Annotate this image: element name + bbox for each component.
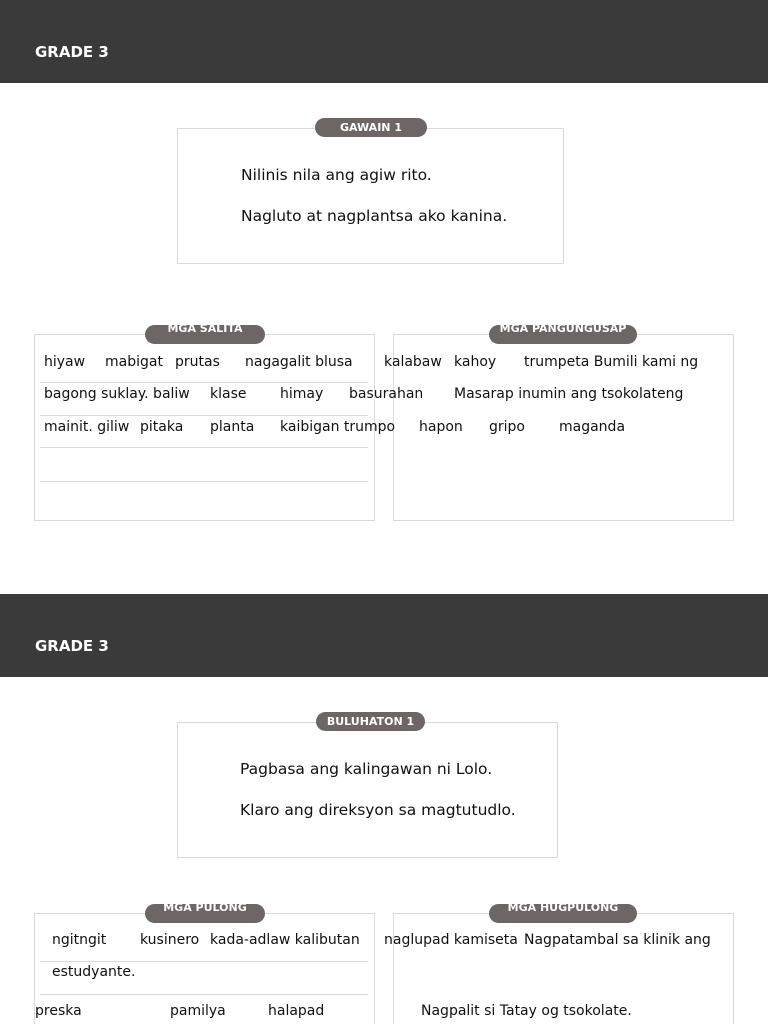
- word: kaibigan trumpo: [280, 419, 396, 435]
- word: naglupad kamiseta: [384, 932, 518, 948]
- activity-sentence-1: Pagbasa ang kalingawan ni Lolo.: [240, 760, 493, 778]
- word: kahoy: [454, 354, 497, 370]
- word: kalabaw: [384, 354, 442, 370]
- word: nagagalit blusa: [245, 354, 353, 370]
- activity-card: [177, 128, 564, 264]
- sentences-panel-label: MGA PANGUNGUSAP: [489, 325, 637, 344]
- word: pitaka: [140, 419, 184, 435]
- word: halapad: [268, 1003, 325, 1019]
- words-panel-label: MGA SALITA: [145, 325, 265, 344]
- word: prutas: [175, 354, 220, 370]
- row-divider: [40, 961, 368, 962]
- word: himay: [280, 386, 324, 402]
- header-bar-2: [0, 594, 768, 677]
- row-divider: [40, 415, 368, 416]
- activity-label: BULUHATON 1: [316, 712, 425, 731]
- activity-sentence-2: Nagluto at nagplantsa ako kanina.: [241, 207, 508, 225]
- row-divider: [40, 382, 368, 383]
- activity-label: GAWAIN 1: [315, 118, 427, 137]
- word: maganda: [559, 419, 626, 435]
- word: hapon: [419, 419, 463, 435]
- word: pamilya: [170, 1003, 226, 1019]
- activity-card: [177, 722, 558, 858]
- activity-sentence-1: Nilinis nila ang agiw rito.: [241, 166, 432, 184]
- word: estudyante.: [52, 964, 136, 980]
- phrases-panel-label: MGA HUGPULONG: [489, 904, 637, 923]
- row-divider: [40, 994, 368, 995]
- word: mabigat: [105, 354, 163, 370]
- word: kada-adlaw kalibutan: [210, 932, 360, 948]
- row-divider: [40, 447, 368, 448]
- word: basurahan: [349, 386, 424, 402]
- row-divider: [40, 481, 368, 482]
- word: hiyaw: [44, 354, 86, 370]
- word: trumpeta Bumili kami ng: [524, 354, 699, 370]
- word: planta: [210, 419, 255, 435]
- header-bar-1: [0, 0, 768, 83]
- word: Nagpatambal sa klinik ang: [524, 932, 711, 948]
- word: mainit. giliw: [44, 419, 130, 435]
- word: Nagpalit si Tatay og tsokolate.: [421, 1003, 632, 1019]
- word: ngitngit: [52, 932, 107, 948]
- words-panel-label: MGA PULONG: [145, 904, 265, 923]
- word: Masarap inumin ang tsokolateng: [454, 386, 684, 402]
- word: klase: [210, 386, 247, 402]
- word: gripo: [489, 419, 525, 435]
- activity-sentence-2: Klaro ang direksyon sa magtutudlo.: [240, 801, 516, 819]
- header-title: GRADE 3: [35, 43, 109, 61]
- word: bagong suklay. baliw: [44, 386, 190, 402]
- word: preska: [35, 1003, 82, 1019]
- header-title: GRADE 3: [35, 637, 109, 655]
- word: kusinero: [140, 932, 200, 948]
